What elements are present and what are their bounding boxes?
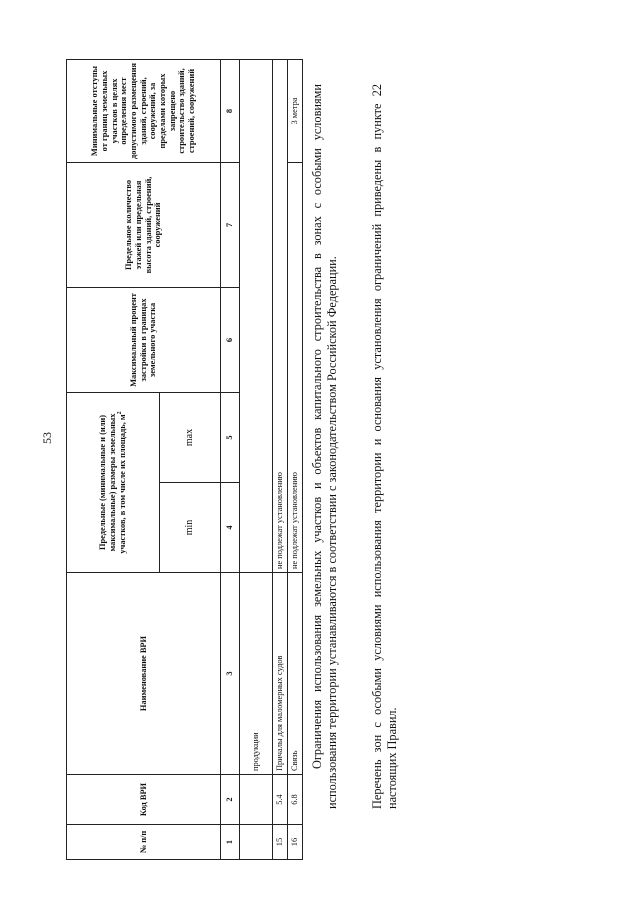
row-setback: 3 метра — [288, 59, 303, 162]
row-code: 6.8 — [288, 775, 303, 825]
page-number: 53 — [40, 432, 54, 444]
header-name: Наименование ВРИ — [67, 573, 221, 775]
row-num — [240, 825, 273, 860]
column-number: 2 — [221, 775, 240, 825]
row-value: не подлежат установлению — [273, 59, 288, 572]
column-number: 8 — [221, 59, 240, 162]
column-number: 1 — [221, 825, 240, 860]
header-code: Код ВРИ — [67, 775, 221, 825]
header-max: max — [160, 392, 221, 482]
column-number: 6 — [221, 287, 240, 392]
column-number: 4 — [221, 483, 240, 573]
header-min: min — [160, 483, 221, 573]
row-code — [240, 775, 273, 825]
paragraph-restrictions: Ограничения использования земельных участков и объектов капитального строительства в зонах с особыми условиями использования территории устанавливаются в соответствии с законодательством Российской Федерации. — [310, 84, 339, 809]
row-value: не подлежат установлению — [288, 162, 303, 572]
paragraph-zones-list: Перечень зон с особыми условиями использования территории и основания установления ограничений приведены в пункте 22 настоящих Правил. — [370, 84, 399, 809]
column-number: 7 — [221, 162, 240, 287]
header-size-unit-sup: 2 — [117, 411, 124, 415]
header-size-group — [67, 392, 160, 572]
row-num: 16 — [288, 825, 303, 860]
row-value — [240, 59, 273, 572]
table-row — [288, 59, 303, 859]
table-row — [240, 59, 273, 859]
row-name: Связь — [288, 573, 303, 775]
header-build-percent: Максимальный процент застройки в границах земельного участка — [67, 287, 221, 392]
column-number: 3 — [221, 573, 240, 775]
header-num: № п/п — [67, 825, 221, 860]
table-row — [273, 59, 288, 859]
row-num: 15 — [273, 825, 288, 860]
regulations-table — [66, 59, 303, 860]
row-code: 5.4 — [273, 775, 288, 825]
header-setback: Минимальные отступы от границ земельных участков в целях определения мест допустимого размещения зданий, строений, сооружений, за пределами которых запрещено строительство зданий, строений, сооружений — [67, 59, 221, 162]
column-number: 5 — [221, 392, 240, 482]
header-floors: Предельное количество этажей или предельная высота зданий, строений, сооружений — [67, 162, 221, 287]
header-size-text: Предельные (минимальные и (или) максимальные) размеры земельных участков, в том числе их площадь, м — [98, 413, 128, 554]
row-name: продукции — [240, 573, 273, 775]
row-name: Причалы для маломерных судов — [273, 573, 288, 775]
